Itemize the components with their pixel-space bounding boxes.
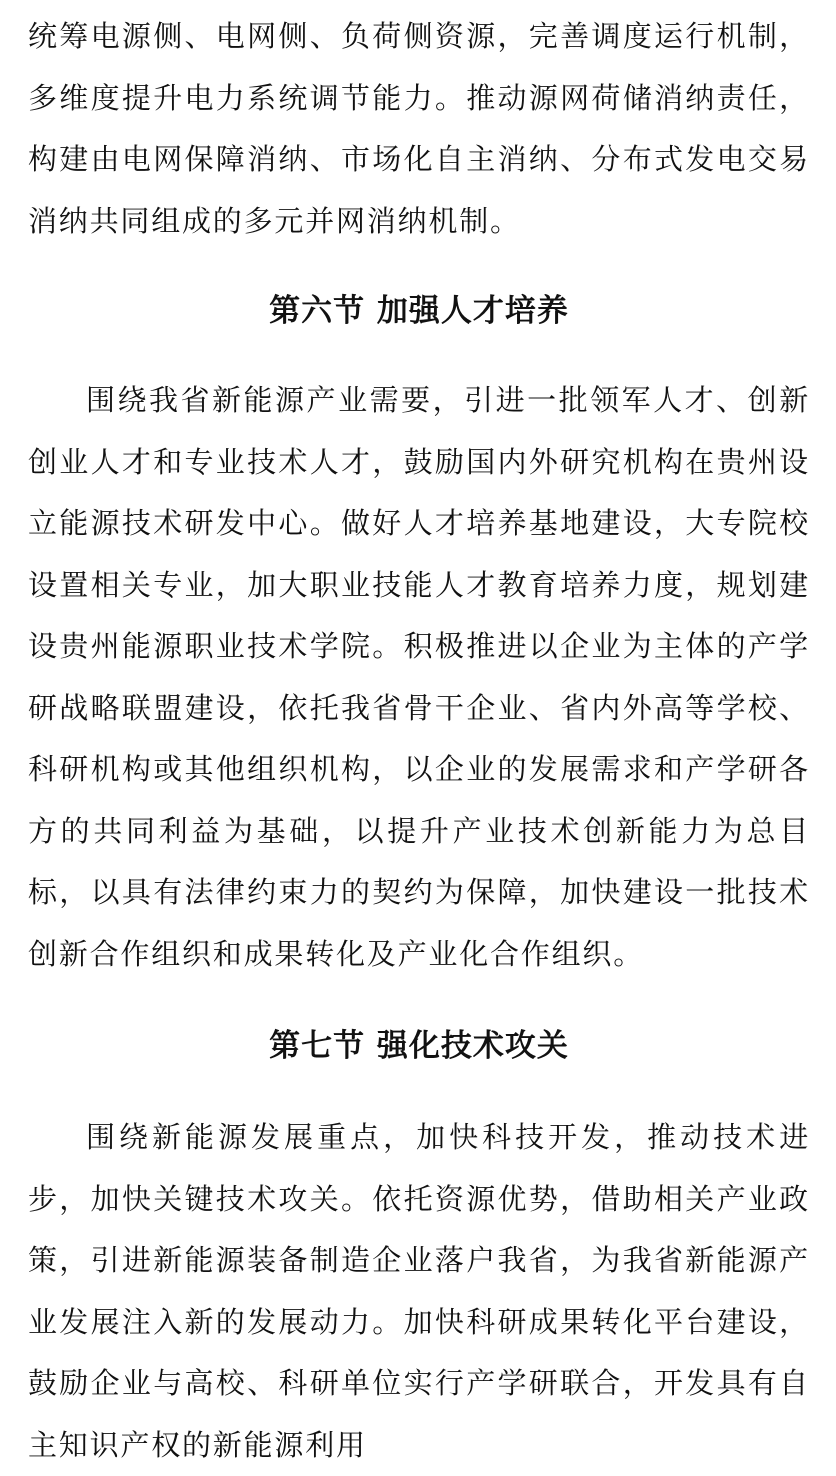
intro-paragraph: 统筹电源侧、电网侧、负荷侧资源，完善调度运行机制，多维度提升电力系统调节能力。推动源网荷储消纳责任，构建由电网保障消纳、市场化自主消纳、分布式发电交易消纳共同组成的多元并网消纳机制。 xyxy=(28,19,810,238)
section-6-heading: 第六节 加强人才培养 xyxy=(269,293,569,329)
section-7-paragraph: 围绕新能源发展重点，加快科技开发，推动技术进步，加快关键技术攻关。依托资源优势，借助相关产业政策，引进新能源装备制造企业落户我省，为我省新能源产业发展注入新的发展动力。加快科研成果转化平台建设，鼓励企业与高校、科研单位实行产学研联合，开发具有自主知识产权的新能源利用 xyxy=(28,1120,810,1462)
section-7-heading: 第七节 强化技术攻关 xyxy=(269,1028,569,1064)
section-6-paragraph: 围绕我省新能源产业需要，引进一批领军人才、创新创业人才和专业技术人才，鼓励国内外研究机构在贵州设立能源技术研发中心。做好人才培养基地建设，大专院校设置相关专业，加大职业技能人才教育培养力度，规划建设贵州能源职业技术学院。积极推进以企业为主体的产学研战略联盟建设，依托我省骨干企业、省内外高等学校、科研机构或其他组织机构，以企业的发展需求和产学研各方的共同利益为基础，以提升产业技术创新能力为总目标，以具有法律约束力的契约为保障，加快建设一批技术创新合作组织和成果转化及产业化合作组织。 xyxy=(28,383,810,971)
